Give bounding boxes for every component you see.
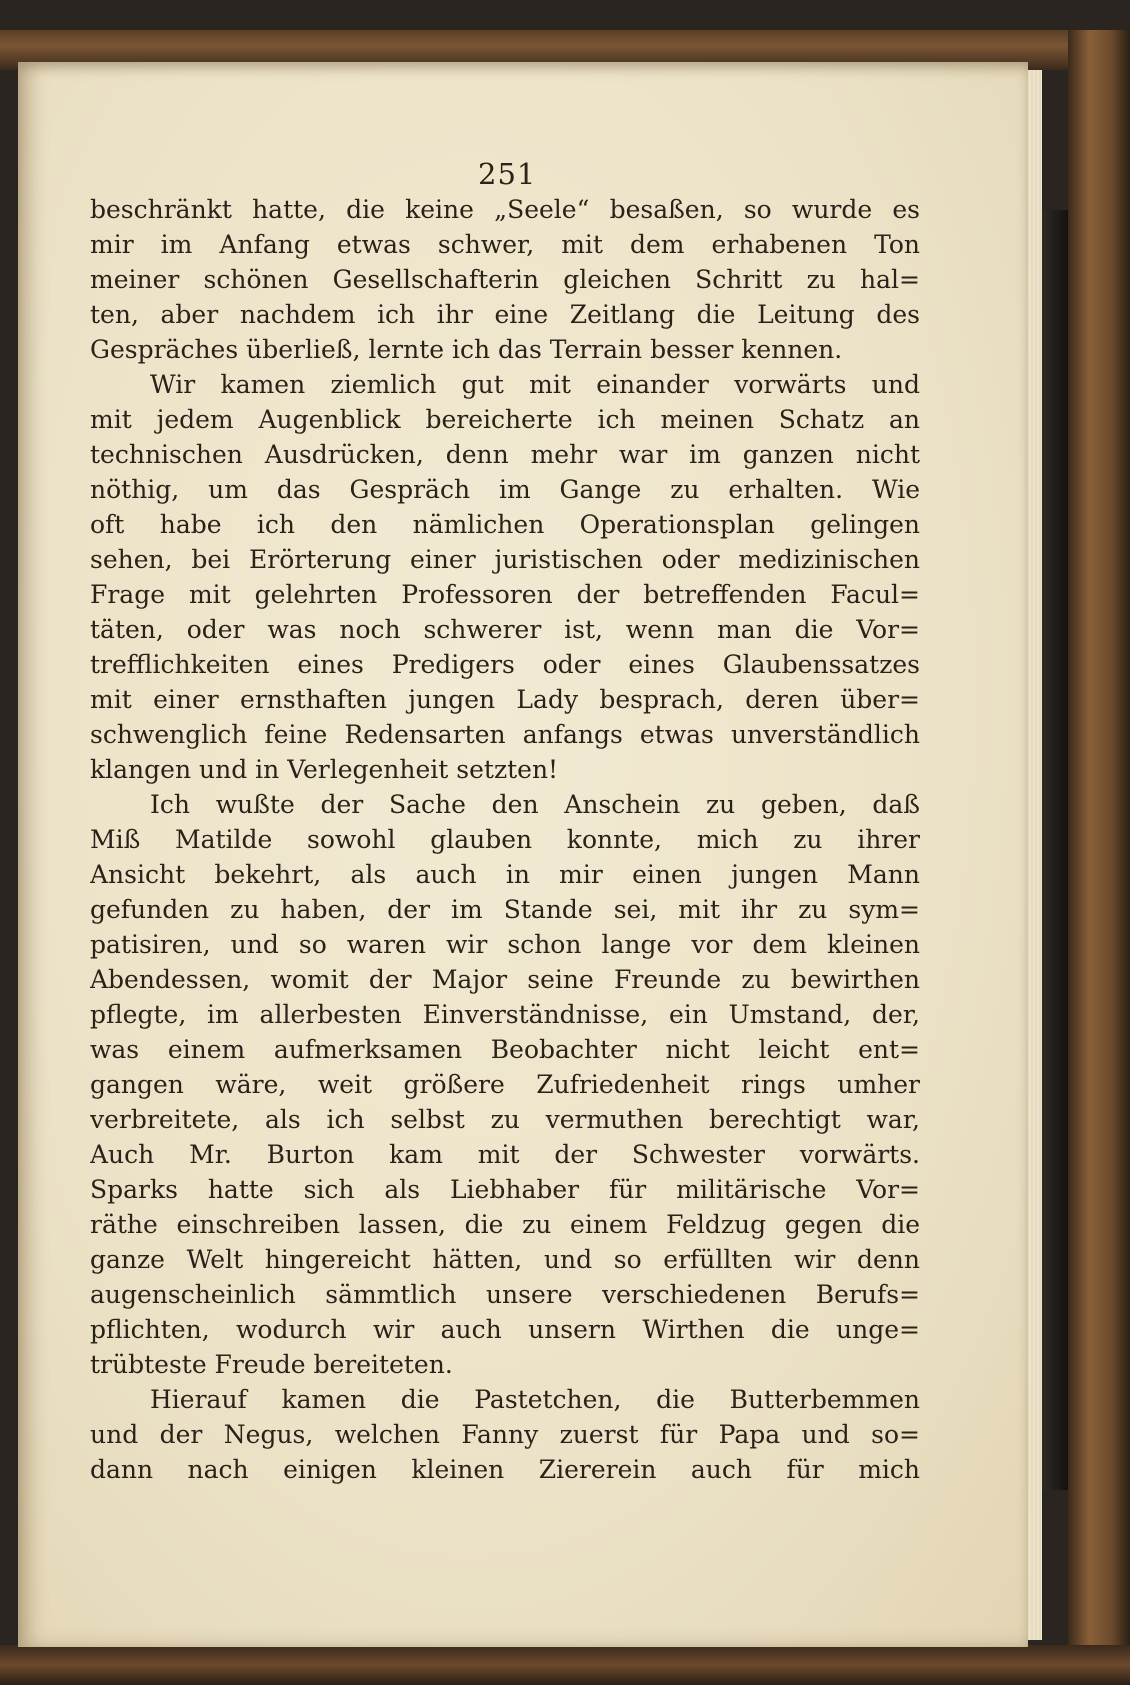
page-number: 251 xyxy=(478,157,537,191)
text-line: Miß Matilde sowohl glauben konnte, mich zu ihrer xyxy=(90,825,920,854)
text-line: trübteste Freude bereiteten. xyxy=(90,1350,453,1379)
binding-spine-shadow xyxy=(1042,210,1068,1490)
text-line: täten, oder was noch schwerer ist, wenn man die Vor= xyxy=(90,615,920,644)
text-line: mir im Anfang etwas schwer, mit dem erhabenen Ton xyxy=(90,230,920,259)
text-line: beschränkt hatte, die keine „Seele“ besaßen, so wurde es xyxy=(90,195,920,224)
text-line: Ansicht bekehrt, als auch in mir einen jungen Mann xyxy=(90,860,920,889)
text-line: schwenglich feine Redensarten anfangs etwas unverständlich xyxy=(90,720,920,749)
text-line: Abendessen, womit der Major seine Freunde zu bewirthen xyxy=(90,965,920,994)
text-line: Auch Mr. Burton kam mit der Schwester vorwärts. xyxy=(90,1140,920,1169)
text-line: patisiren, und so waren wir schon lange vor dem kleinen xyxy=(90,930,920,959)
text-line: gefunden zu haben, der im Stande sei, mit ihr zu sym= xyxy=(90,895,920,924)
body-text xyxy=(90,192,920,1487)
book-page xyxy=(18,62,1028,1647)
text-line: oft habe ich den nämlichen Operationsplan gelingen xyxy=(90,510,920,539)
text-line: augenscheinlich sämmtlich unsere verschiedenen Berufs= xyxy=(90,1280,920,1309)
text-line: Sparks hatte sich als Liebhaber für militärische Vor= xyxy=(90,1175,920,1204)
text-line: Frage mit gelehrten Professoren der betreffenden Facul= xyxy=(90,580,920,609)
text-line: pflegte, im allerbesten Einverständnisse, ein Umstand, der, xyxy=(90,1000,920,1029)
text-line: gangen wäre, weit größere Zufriedenheit rings umher xyxy=(90,1070,920,1099)
text-line: nöthig, um das Gespräch im Gange zu erhalten. Wie xyxy=(90,475,920,504)
text-line: Wir kamen ziemlich gut mit einander vorwärts und xyxy=(150,370,920,399)
text-line: klangen und in Verlegenheit setzten! xyxy=(90,755,559,784)
text-line: mit einer ernsthaften jungen Lady besprach, deren über= xyxy=(90,685,920,714)
text-line: räthe einschreiben lassen, die zu einem Feldzug gegen die xyxy=(90,1210,920,1239)
text-line: meiner schönen Gesellschafterin gleichen Schritt zu hal= xyxy=(90,265,920,294)
text-line: trefflichkeiten eines Predigers oder eines Glaubenssatzes xyxy=(90,650,920,679)
text-line: pflichten, wodurch wir auch unsern Wirthen die unge= xyxy=(90,1315,920,1344)
text-line: ten, aber nachdem ich ihr eine Zeitlang die Leitung des xyxy=(90,300,920,329)
text-line: dann nach einigen kleinen Ziererein auch für mich xyxy=(90,1455,920,1484)
text-line: sehen, bei Erörterung einer juristischen oder medizinischen xyxy=(90,545,920,574)
text-line: mit jedem Augenblick bereicherte ich meinen Schatz an xyxy=(90,405,920,434)
binding-right xyxy=(1068,30,1130,1650)
text-line: was einem aufmerksamen Beobachter nicht leicht ent= xyxy=(90,1035,920,1064)
text-line: Hierauf kamen die Pastetchen, die Butterbemmen xyxy=(150,1385,920,1414)
text-line: und der Negus, welchen Fanny zuerst für Papa und so= xyxy=(90,1420,920,1449)
text-line: technischen Ausdrücken, denn mehr war im ganzen nicht xyxy=(90,440,920,469)
text-line: Ich wußte der Sache den Anschein zu geben, daß xyxy=(150,790,920,819)
text-line: Gespräches überließ, lernte ich das Terrain besser kennen. xyxy=(90,335,843,364)
binding-bottom xyxy=(0,1645,1130,1685)
text-line: ganze Welt hingereicht hätten, und so erfüllten wir denn xyxy=(90,1245,920,1274)
text-line: verbreitete, als ich selbst zu vermuthen berechtigt war, xyxy=(90,1105,920,1134)
